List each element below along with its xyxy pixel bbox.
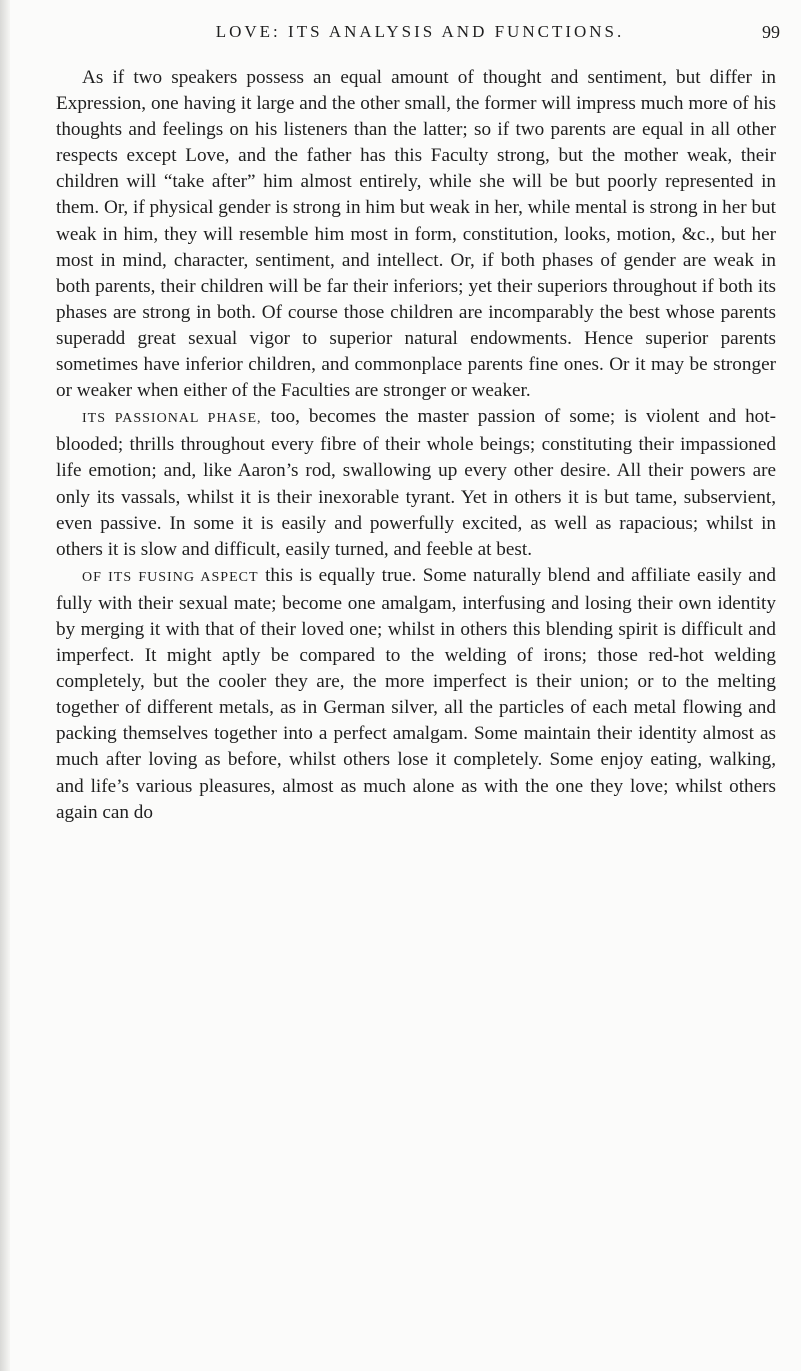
body-text — [56, 65, 776, 826]
paragraph-2 — [56, 404, 776, 563]
running-title: LOVE: ITS ANALYSIS AND FUNCTIONS. — [215, 22, 625, 41]
paragraph-3 — [56, 563, 776, 826]
paragraph-2-lead: ITS PASSIONAL PHASE, — [82, 411, 262, 427]
page-number: 99 — [762, 22, 780, 42]
paragraph-1-text: As if two speakers possess an equal amount of thought and sentiment, but differ in Expression, one having it large and the other small, the former will impress much more of his thoughts and feelings on his listeners than the latter; so if two parents are equal in all other respects except Love, and the father has this Faculty strong, but the mother weak, their children will “take after” him almost entirely, while she will be but poorly represented in them. Or, if physical gender is strong in him but weak in her, while mental is strong in her but weak in him, they will resemble him most in form, constitution, looks, motion, &c., but her most in mind, character, sentiment, and intellect. Or, if both phases of gender are weak in both parents, their children will be far their inferiors; yet their superiors throughout if both its phases are strong in both. Of course those children are incomparably the best whose parents superadd great sexual vigor to superior natural endowments. Hence superior parents sometimes have inferior children, and commonplace parents fine ones. Or it may be stronger or weaker when either of the Faculties are stronger or weaker. — [56, 67, 776, 402]
running-head — [60, 22, 780, 52]
paragraph-3-text: this is equally true. Some naturally blend and affiliate easily and fully with their sexual mate; become one amalgam, interfusing and losing their own identity by merging it with that of their loved one; whilst in others this blending spirit is difficult and imperfect. It might aptly be compared to the welding of irons; those red-hot welding completely, but the cooler they are, the more imperfect is their union; or to the melting together of different metals, as in German silver, all the particles of each metal flowing and packing themselves together into a perfect amalgam. Some maintain their identity almost as much after loving as before, whilst others lose it completely. Some enjoy eating, walking, and life’s various pleasures, almost as much alone as with the one they love; whilst others again can do — [56, 564, 776, 823]
paragraph-3-lead: OF ITS FUSING ASPECT — [82, 569, 259, 585]
binding-shadow — [0, 0, 10, 1371]
paragraph-2-text: too, becomes the master passion of some; is violent and hot-blooded; thrills throughout every fibre of their whole beings; constituting their impassioned life emotion; and, like Aaron’s rod, swallowing up every other desire. All their powers are only its vassals, whilst it is their inexorable tyrant. Yet in others it is but tame, subservient, even passive. In some it is easily and powerfully excited, as well as rapacious; whilst in others it is slow and difficult, easily turned, and feeble at best. — [56, 406, 776, 560]
paragraph-1 — [56, 65, 776, 404]
